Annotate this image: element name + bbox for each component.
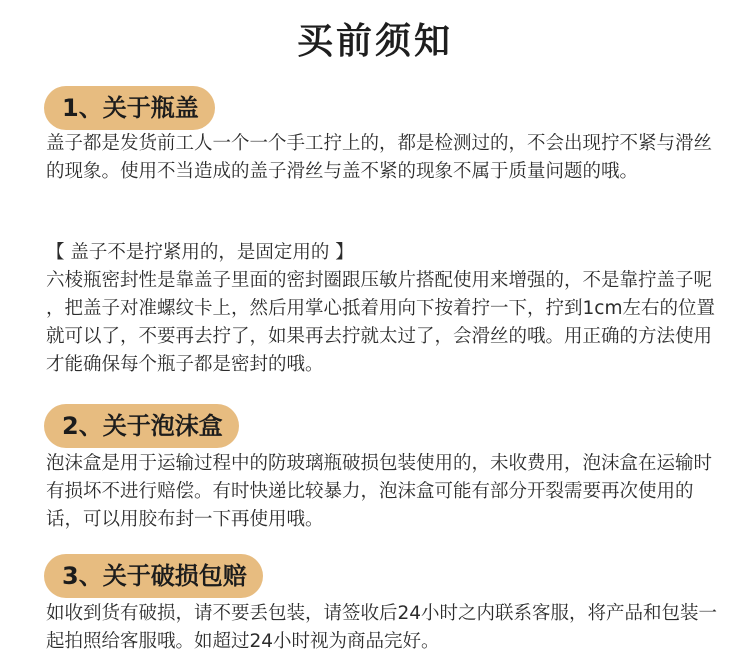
section-heading-foam-box: 2、关于泡沫盒 (44, 404, 239, 448)
section-heading-damage-compensation: 3、关于破损包赔 (44, 554, 263, 598)
section-body-caps-note (46, 239, 718, 379)
caps-paragraph-1: 盖子都是发货前工人一个一个手工拧上的，都是检测过的，不会出现拧不紧与滑丝的现象。使用不当造成的盖子滑丝与盖不紧的现象不属于质量问题的哦。 (46, 133, 713, 182)
page-title: 买前须知 (296, 20, 453, 62)
foam-box-paragraph: 泡沫盒是用于运输过程中的防玻璃瓶破损包装使用的，未收费用，泡沫盒在运输时有损坏不进行赔偿。有时快递比较暴力，泡沫盒可能有部分开裂需要再次使用的话，可以用胶布封一下再使用哦。 (46, 453, 713, 530)
caps-paragraph-2: 六棱瓶密封性是靠盖子里面的密封圈跟压敏片搭配使用来增强的，不是靠拧盖子呢 ，把盖子对准螺纹卡上，然后用掌心抵着用向下按着拧一下，拧到1cm左右的位置就可以了，不要再去拧了，如果再去拧就太过了，会滑丝的哦。用正确的方法使用才能确保每个瓶子都是密封的哦。 (46, 270, 715, 375)
damage-compensation-paragraph: 如收到货有破损，请不要丢包装，请签收后24小时之内联系客服，将产品和包装一起拍照给客服哦。如超过24小时视为商品完好。 (46, 603, 718, 652)
section-body-caps (46, 130, 718, 186)
section-body-foam-box (46, 450, 718, 534)
section-body-damage-compensation (46, 600, 718, 656)
caps-note-heading: 【 盖子不是拧紧用的，是固定用的 】 (46, 242, 354, 263)
section-heading-caps: 1、关于瓶盖 (44, 86, 215, 130)
